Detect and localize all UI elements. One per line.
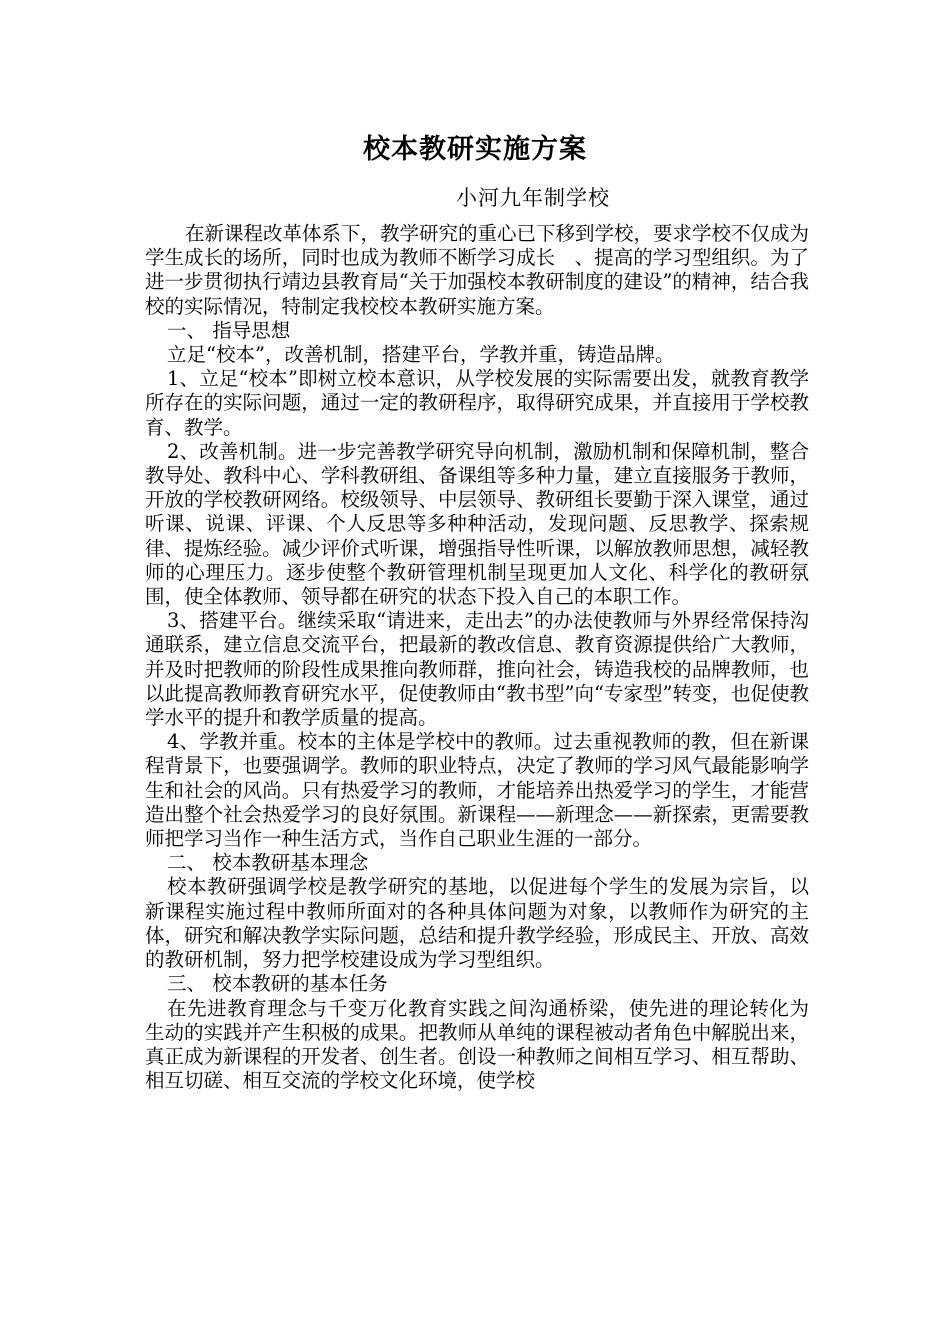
body-paragraph: 立足“校本”，改善机制，搭建平台，学教并重，铸造品牌。 [167, 343, 675, 367]
body-paragraph: 4、学教并重。校本的主体是学校中的教师。过去重视教师的教，但在新课程背景下，也要强调学。教师的职业特点，决定了教师的学习风气最能影响学生和社会的风尚。只有热爱学习的教师，才能培养出热爱学习的学生，才能营造出整个社会热爱学习的良好氛围。新课程——新理念——新探索，更需要教师把学习当作一种生活方式，当作自己职业生涯的一部分。 [145, 730, 809, 851]
body-paragraph: 3、搭建平台。继续采取“请进来，走出去”的办法使教师与外界经常保持沟通联系，建立信息交流平台，把最新的教改信息、教育资源提供给广大教师，并及时把教师的阶段性成果推向教师群，推向社会，铸造我校的品牌教师，也以此提高教师教育研究水平，促使教师由“教书型”向“专家型”转变，也促使教学水平的提升和教学质量的提高。 [145, 609, 809, 730]
document-body [145, 222, 809, 1093]
school-name: 小河九年制学校 [456, 186, 610, 210]
section-heading-2: 二、 校本教研基本理念 [167, 851, 369, 875]
body-paragraph: 校本教研强调学校是教学研究的基地，以促进每个学生的发展为宗旨，以新课程实施过程中教师所面对的各种具体问题为对象，以教师作为研究的主体，研究和解决教学实际问题，总结和提升教学经验，形成民主、开放、高效的教研机制，努力把学校建设成为学习型组织。 [145, 875, 809, 972]
section-heading-1: 一、 指导思想 [167, 318, 291, 342]
body-paragraph: 在先进教育理念与千变万化教育实践之间沟通桥梁，使先进的理论转化为生动的实践并产生积极的成果。把教师从单纯的课程被动者角色中解脱出来，真正成为新课程的开发者、创生者。创设一种教师之间相互学习、相互帮助、相互切磋、相互交流的学校文化环境，使学校 [145, 996, 809, 1093]
document-title: 校本教研实施方案 [363, 134, 587, 165]
section-heading-3: 三、 校本教研的基本任务 [167, 972, 388, 996]
body-paragraph: 2、改善机制。进一步完善教学研究导向机制，激励机制和保障机制，整合教导处、教科中心、学科教研组、备课组等多种力量，建立直接服务于教师，开放的学校教研网络。校级领导、中层领导、教研组长要勤于深入课堂，通过听课、说课、评课、个人反思等多种种活动，发现问题、反思教学、探索规律、提炼经验。减少评价式听课，增强指导性听课，以解放教师思想，减轻教师的心理压力。逐步使整个教研管理机制呈现更加人文化、科学化的教研氛围，使全体教师、领导都在研究的状态下投入自己的本职工作。 [145, 439, 809, 609]
intro-paragraph: 在新课程改革体系下，教学研究的重心已下移到学校，要求学校不仅成为学生成长的场所，同时也成为教师不断学习成长 、提高的学习型组织。为了进一步贯彻执行靖边县教育局“关于加强校本教研制度的建设”的精神，结合我校的实际情况，特制定我校校本教研实施方案。 [145, 222, 810, 318]
body-paragraph: 1、立足“校本”即树立校本意识，从学校发展的实际需要出发，就教育教学所存在的实际问题，通过一定的教研程序，取得研究成果，并直接用于学校教育、教学。 [145, 367, 809, 439]
